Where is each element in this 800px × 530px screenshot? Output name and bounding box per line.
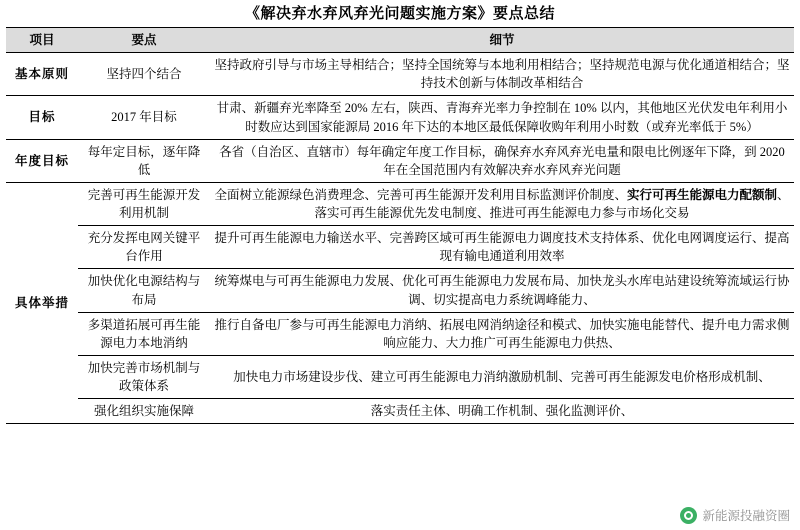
row-point: 2017 年目标 — [78, 96, 210, 139]
row-detail: 各省（自治区、直辖市）每年确定年度工作目标，确保弃水弃风弃光电量和限电比例逐年下降，到 2020 年在全国范围内有效解决弃水弃风弃光问题 — [210, 139, 794, 182]
row-point: 多渠道拓展可再生能源电力本地消纳 — [78, 312, 210, 355]
table-row — [6, 269, 794, 312]
page-title: 《解决弃水弃风弃光问题实施方案》要点总结 — [244, 6, 555, 22]
table-row — [6, 399, 794, 424]
table-header — [6, 28, 794, 53]
table-row — [6, 182, 794, 225]
table-row — [6, 96, 794, 139]
row-point: 完善可再生能源开发利用机制 — [78, 182, 210, 225]
emphasized-text: 实行可再生能源电力配额制 — [626, 187, 777, 202]
column-header-detail: 细节 — [210, 28, 794, 53]
table-header-row — [6, 28, 794, 53]
table-row — [6, 53, 794, 96]
row-category: 基本原则 — [6, 53, 78, 96]
row-detail: 全面树立能源绿色消费理念、完善可再生能源开发利用目标监测评价制度、实行可再生能源电力配额制、落实可再生能源优先发电制度、推进可再生能源电力参与市场化交易 — [210, 182, 794, 225]
table-row — [6, 312, 794, 355]
row-detail: 甘肃、新疆弃光率降至 20% 左右，陕西、青海弃光率力争控制在 10% 以内，其他地区光伏发电年利用小时数应达到国家能源局 2016 年下达的本地区最低保障收购年利用小时数（或弃光率低于 5%） — [210, 96, 794, 139]
table-row — [6, 139, 794, 182]
row-detail: 推行自备电厂参与可再生能源电力消纳、拓展电网消纳途径和模式、加快实施电能替代、提升电力需求侧响应能力、大力推广可再生能源电力供热、 — [210, 312, 794, 355]
table-row — [6, 226, 794, 269]
row-detail: 提升可再生能源电力输送水平、完善跨区域可再生能源电力调度技术支持体系、优化电网调度运行、提高现有输电通道利用效率 — [210, 226, 794, 269]
table-body — [6, 53, 794, 424]
row-detail: 落实责任主体、明确工作机制、强化监测评价、 — [210, 399, 794, 424]
watermark — [680, 506, 790, 524]
row-point: 充分发挥电网关键平台作用 — [78, 226, 210, 269]
row-category: 具体举措 — [6, 182, 78, 423]
column-header-point: 要点 — [78, 28, 210, 53]
row-detail: 加快电力市场建设步伐、建立可再生能源电力消纳激励机制、完善可再生能源发电价格形成机制、 — [210, 355, 794, 398]
row-point: 坚持四个结合 — [78, 53, 210, 96]
table-row — [6, 355, 794, 398]
summary-table — [6, 27, 794, 424]
brand-logo-icon — [680, 507, 697, 524]
row-point: 强化组织实施保障 — [78, 399, 210, 424]
row-point: 加快优化电源结构与布局 — [78, 269, 210, 312]
column-header-category: 项目 — [6, 28, 78, 53]
row-detail: 坚持政府引导与市场主导相结合；坚持全国统筹与本地利用相结合；坚持规范电源与优化通道相结合；坚持技术创新与体制改革相结合 — [210, 53, 794, 96]
row-category: 目标 — [6, 96, 78, 139]
row-detail: 统筹煤电与可再生能源电力发展、优化可再生能源电力发展布局、加快龙头水库电站建设统筹流域运行协调、切实提高电力系统调峰能力、 — [210, 269, 794, 312]
watermark-label: 新能源投融资圈 — [702, 509, 790, 523]
row-point: 每年定目标，逐年降低 — [78, 139, 210, 182]
row-point: 加快完善市场机制与政策体系 — [78, 355, 210, 398]
row-category: 年度目标 — [6, 139, 78, 182]
